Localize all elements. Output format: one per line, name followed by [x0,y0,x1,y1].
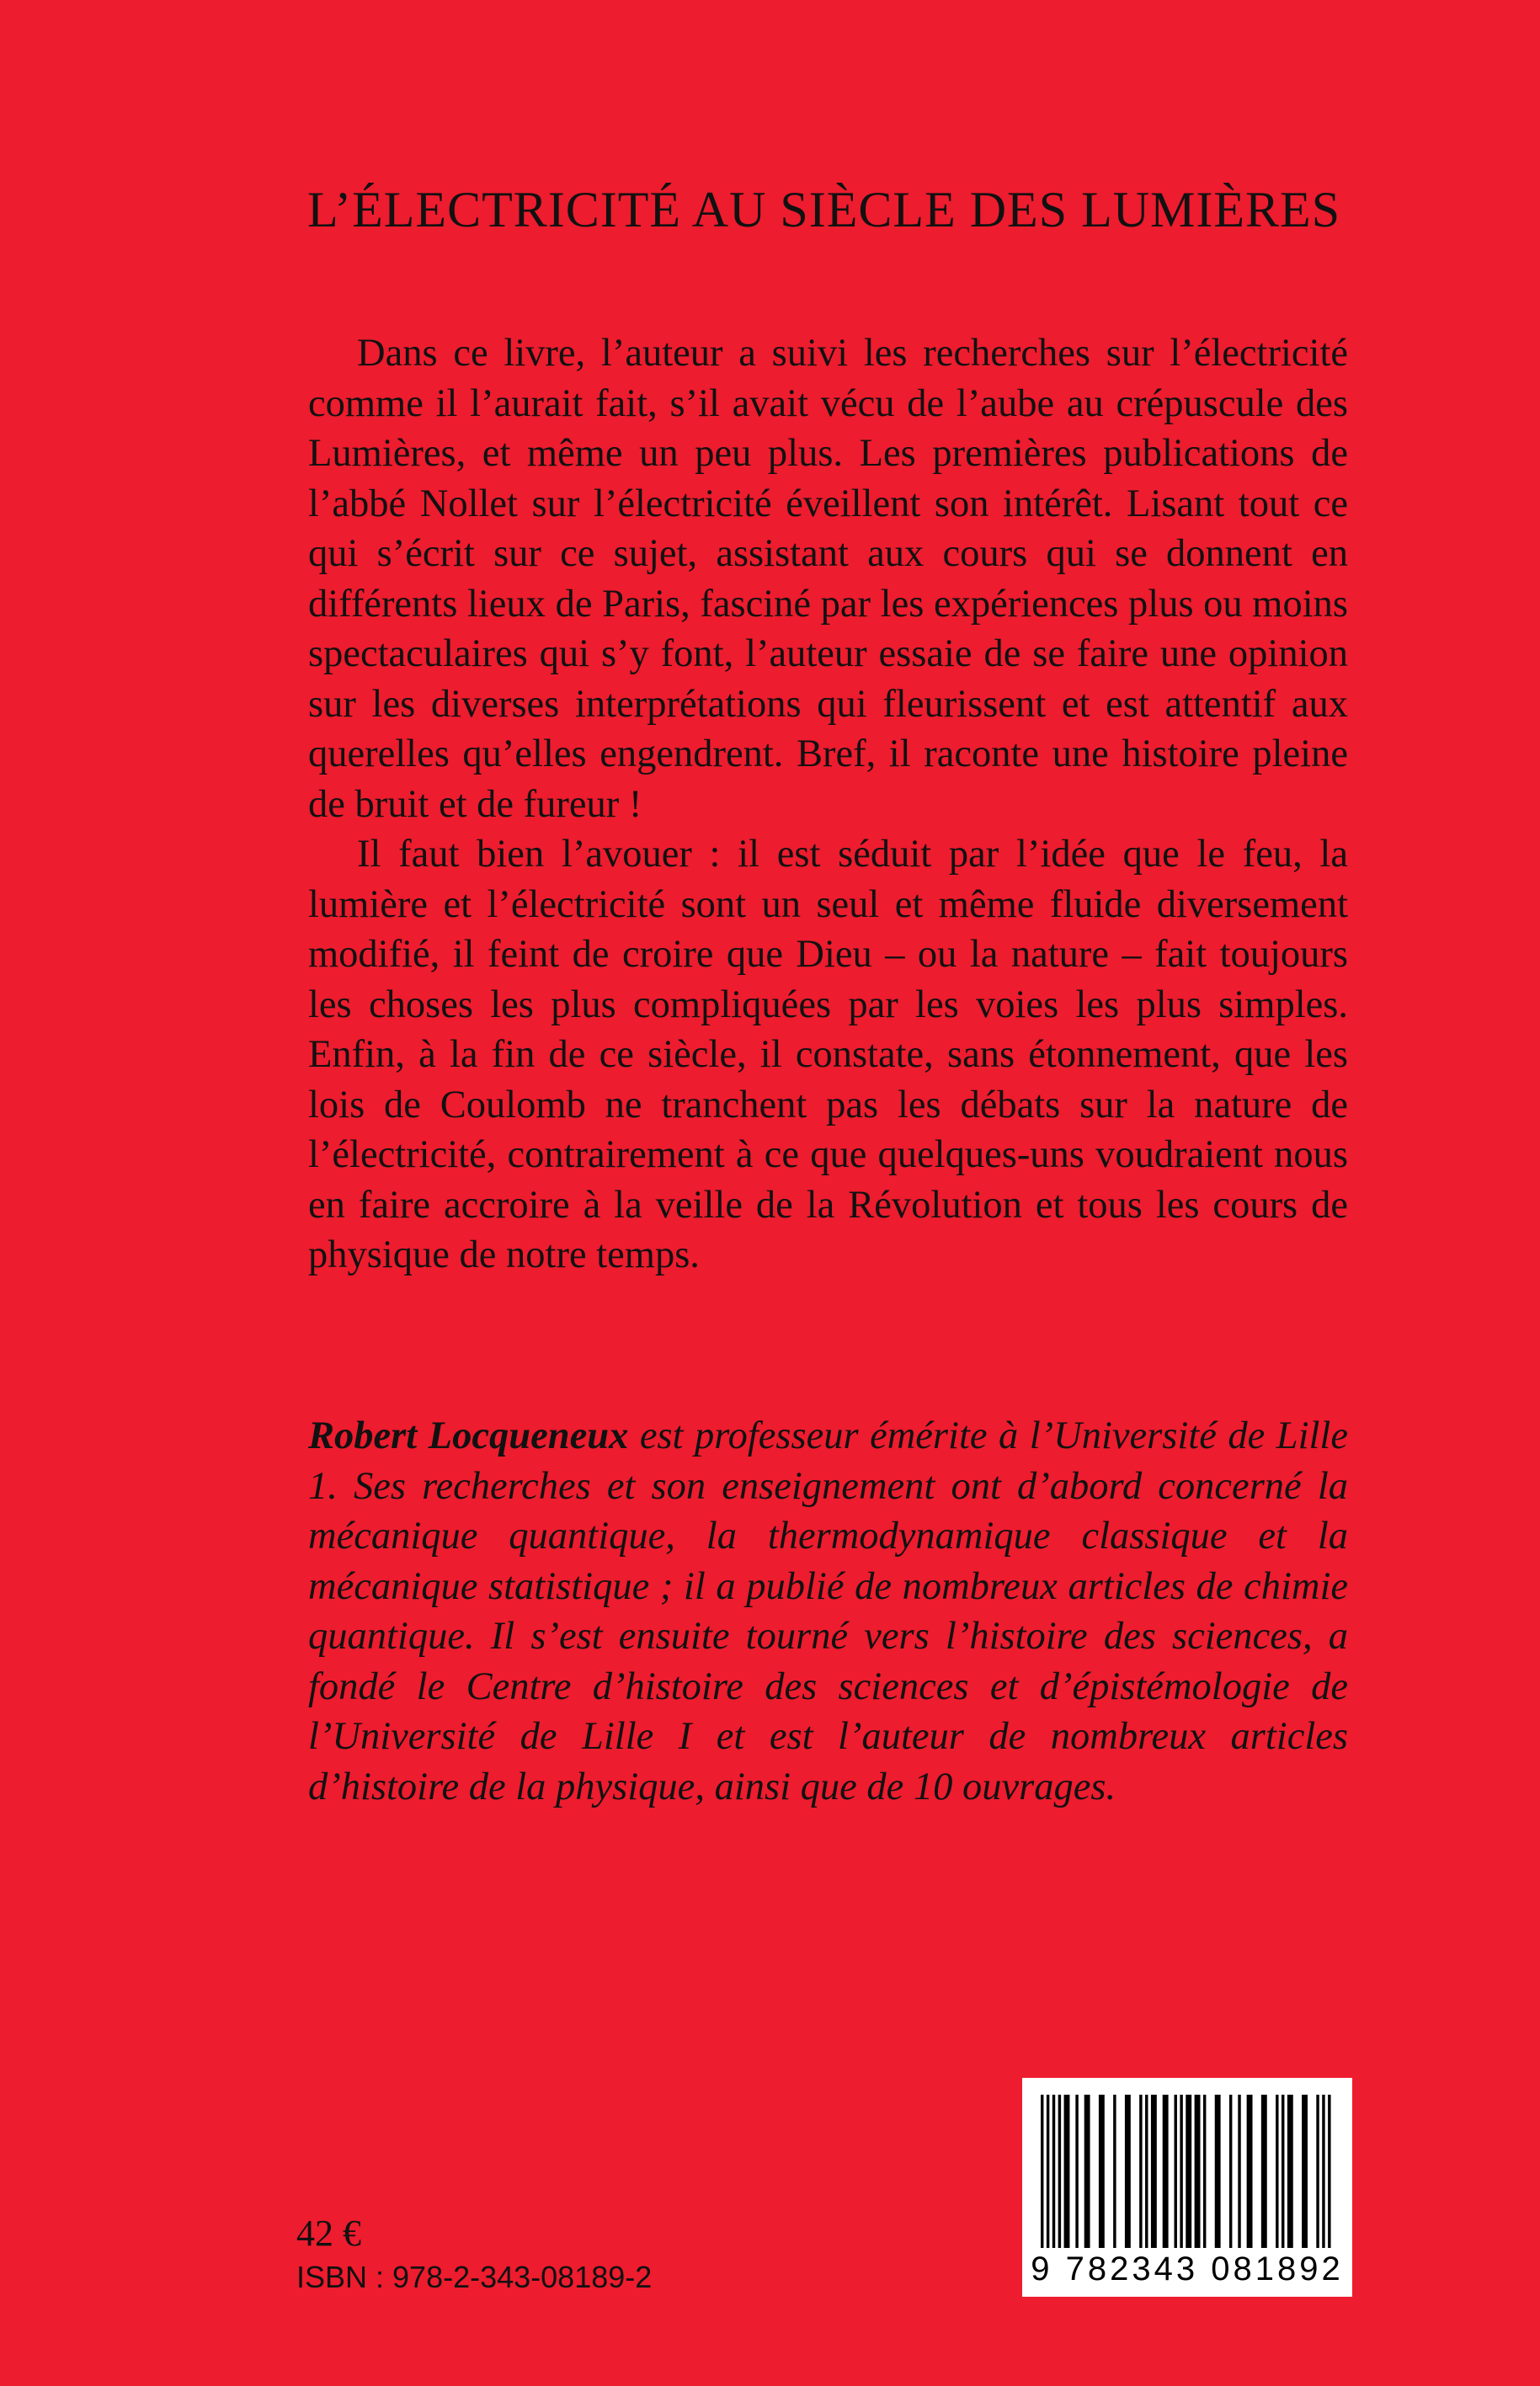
barcode-bar [1084,2095,1090,2248]
barcode-bar [1075,2095,1078,2248]
barcode-bar [1180,2095,1182,2248]
author-bio [308,1411,1348,1812]
barcode-digits: 9 782343 081892 [1031,2250,1344,2287]
author-bio-text: est professeur émérite à l’Université de Lille 1. Ses recherches et son enseignement ont d’abord concerné la mécanique quantique, la thermodynamique classique et la mécanique statistique ; il a publié de nombreux articles de chimie quantique. Il s’est ensuite tourné vers l’histoire des sciences, a fondé le Centre d’histoire des sciences et d’épistémologie de l’Université de Lille I et est l’auteur de nombreux articles d’histoire de la physique, ainsi que de 10 ouvrages. [308,1414,1348,1808]
summary-paragraph-1: Dans ce livre, l’auteur a suivi les recherches sur l’électricité comme il l’aurait fait, s’il avait vécu de l’aube au crépuscule des Lumières, et même un peu plus. Les premières publications de l’abbé Nollet sur l’électricité éveillent son intérêt. Lisant tout ce qui s’écrit sur ce sujet, assistant aux cours qui se donnent en différents lieux de Paris, fasciné par les expériences plus ou moins spectaculaires qui s’y font, l’auteur essaie de se faire une opinion sur les diverses interprétations qui fleurissent et est attentif aux querelles qu’elles engendrent. Bref, il raconte une histoire pleine de bruit et de fureur ! [308,332,1348,826]
barcode-bar [1058,2095,1061,2248]
barcode-bar [1322,2095,1324,2248]
barcode-bar [1215,2095,1221,2248]
barcode-bar [1175,2095,1177,2248]
barcode-bar [1139,2095,1142,2248]
barcode-bar [1203,2095,1206,2248]
barcode-bar [1041,2095,1043,2248]
price: 42 € [296,2213,361,2254]
barcode-bar [1145,2095,1148,2248]
barcode-bar [1302,2095,1308,2248]
barcode-bar [1195,2095,1201,2248]
barcode-bar [1163,2095,1169,2248]
summary-text [308,328,1348,1281]
book-title: L’ÉLECTRICITÉ AU SIÈCLE DES LUMIÈRES [307,182,1341,237]
barcode-bar [1328,2095,1330,2248]
barcode-bar [1282,2095,1284,2248]
barcode-bar [1229,2095,1232,2248]
barcode-bar [1151,2095,1157,2248]
barcode-bar [1113,2095,1116,2248]
barcode [1022,2078,1352,2297]
barcode-bar [1064,2095,1070,2248]
barcode-bar [1125,2095,1131,2248]
isbn: ISBN : 978-2-343-08189-2 [296,2260,653,2294]
barcode-bar [1316,2095,1319,2248]
barcode-bar [1247,2095,1253,2248]
barcode-bar [1047,2095,1049,2248]
barcode-bar [1186,2095,1191,2248]
barcode-bar [1238,2095,1240,2248]
summary-paragraph-2: Il faut bien l’avouer : il est séduit par l’idée que le feu, la lumière et l’électricité sont un seul et même fluide diversement modifié, il feint de croire que Dieu – ou la nature – fait toujours les choses les plus compliquées par les voies les plus simples. Enfin, à la fin de ce siècle, il constate, sans étonnement, que les lois de Coulomb ne tranchent pas les débats sur la nature de l’électricité, contrairement à ce que quelques-uns voudraient nous en faire accroire à la veille de la Révolution et tous les cours de physique de notre temps. [308,833,1348,1276]
barcode-bar [1099,2095,1105,2248]
barcode-bar [1052,2095,1055,2248]
barcode-bar [1261,2095,1267,2248]
barcode-bars [1041,2095,1334,2248]
barcode-bar [1287,2095,1293,2248]
barcode-bar [1276,2095,1278,2248]
author-name: Robert Locqueneux [308,1414,629,1457]
